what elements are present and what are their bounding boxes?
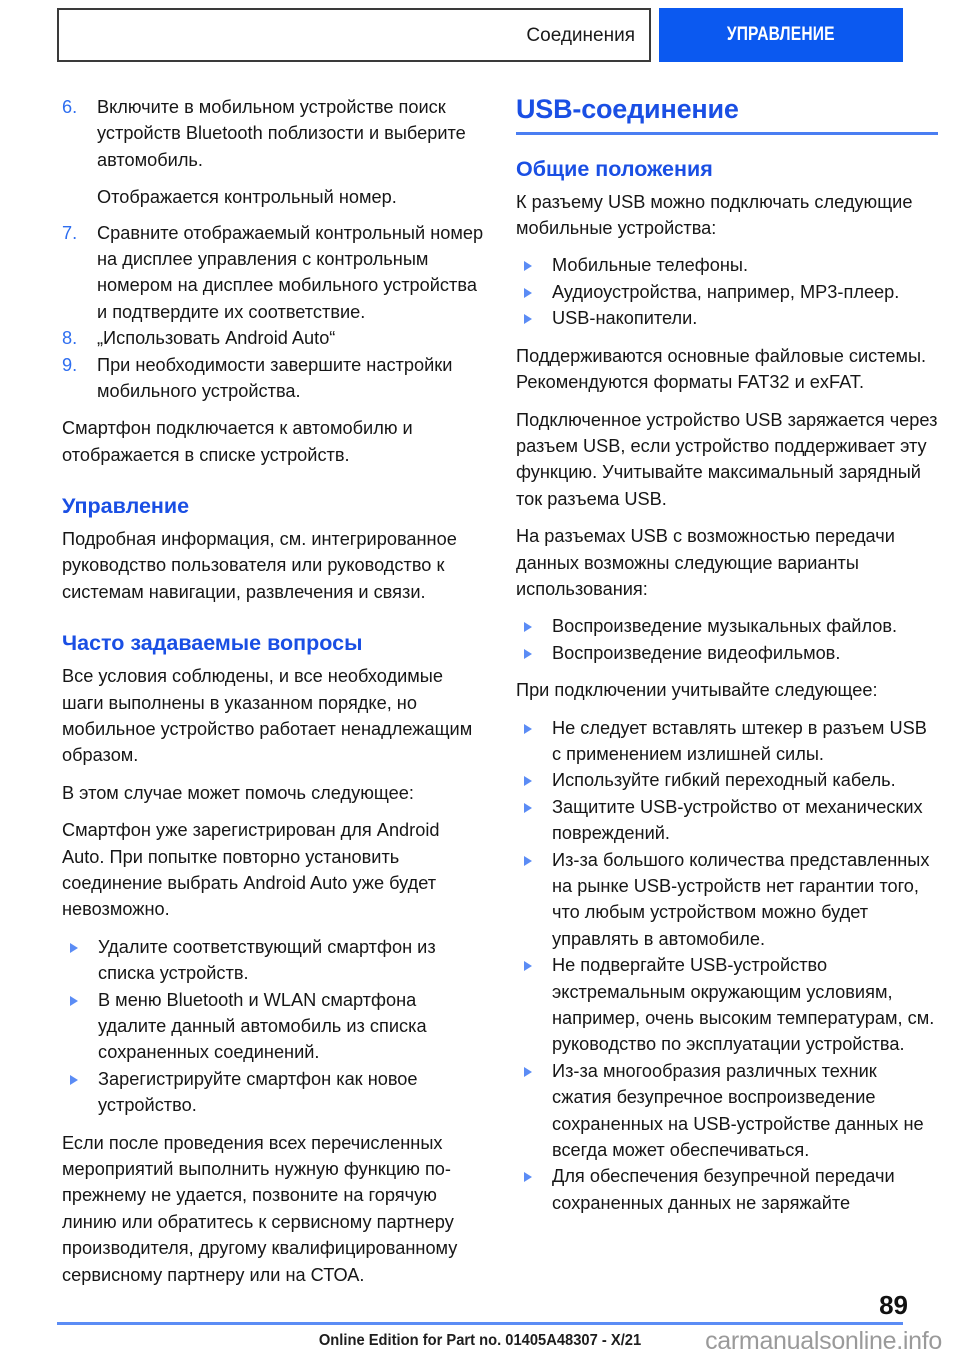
triangle-bullet-icon	[524, 856, 532, 866]
bullet-text: Удалите соответствующий смартфон из списка устройств.	[98, 936, 436, 984]
list-item	[516, 767, 938, 793]
list-item	[516, 715, 938, 768]
supported-devices-list	[516, 252, 938, 331]
bullet-text: Из-за многообразия различных техник сжатия безупречное воспроизведение сохраненных на USB-устройстве данных не всегда может обеспечиваться.	[552, 1060, 924, 1161]
step-text: „Использовать Android Auto“	[97, 328, 336, 349]
triangle-bullet-icon	[524, 261, 532, 271]
footer-rule	[57, 1322, 903, 1325]
bullet-text: Защитите USB-устройство от механических повреждений.	[552, 796, 923, 844]
list-item	[516, 613, 938, 639]
page-body	[0, 94, 960, 1288]
list-item	[62, 352, 484, 405]
section-tab-management	[659, 8, 903, 62]
triangle-bullet-icon	[524, 1067, 532, 1077]
triangle-bullet-icon	[524, 803, 532, 813]
list-item	[62, 220, 484, 326]
list-item	[62, 94, 484, 173]
faq-bullet-list	[62, 934, 484, 1119]
list-item	[62, 1066, 484, 1119]
heading-faq: Часто задаваемые вопросы	[62, 631, 363, 656]
triangle-bullet-icon	[524, 961, 532, 971]
heading-upravlenie: Управление	[62, 494, 190, 519]
triangle-bullet-icon	[524, 622, 532, 632]
after-steps-paragraph: Смартфон подключается к автомобилю и отображается в списке устройств.	[62, 418, 413, 465]
title-rule	[516, 132, 938, 135]
list-item	[516, 1058, 938, 1164]
page-header	[57, 8, 903, 62]
faq-paragraph-3: Смартфон уже зарегистрирован для Android Auto. При попытке повторно установить соединение выбрать Android Auto уже будет невозможно.	[62, 820, 440, 920]
bullet-text: USB-накопители.	[552, 308, 698, 329]
left-column	[62, 94, 484, 1288]
general-paragraph-4: На разъемах USB с возможностью передачи данных возможны следующие варианты использования:	[516, 526, 895, 599]
bullet-text: Воспроизведение музыкальных файлов.	[552, 616, 898, 637]
step-number: 7.	[62, 222, 78, 243]
list-item	[516, 279, 938, 305]
bullet-text: Мобильные телефоны.	[552, 255, 749, 276]
triangle-bullet-icon	[70, 1075, 78, 1085]
step-text: При необходимости завершите настройки мобильного устройства.	[97, 354, 453, 402]
bullet-text: Используйте гибкий переходный кабель.	[552, 770, 896, 791]
triangle-bullet-icon	[524, 314, 532, 324]
breadcrumb	[57, 8, 651, 62]
list-item	[516, 640, 938, 666]
bullet-text: Не следует вставлять штекер в разъем USB с применением излишней силы.	[552, 717, 927, 764]
heading-general: Общие положения	[516, 156, 713, 181]
general-paragraph-5: При подключении учитывайте следующее:	[516, 680, 878, 701]
general-paragraph-1: К разъему USB можно подключать следующие мобильные устройства:	[516, 191, 913, 239]
usage-options-list	[516, 613, 938, 666]
page-title: USB-соединение	[516, 94, 739, 124]
list-item	[516, 1163, 938, 1216]
faq-paragraph-2: В этом случае может помочь следующее:	[62, 782, 414, 803]
triangle-bullet-icon	[70, 996, 78, 1006]
connection-notes-list	[516, 715, 938, 1217]
step-text: Сравните отображаемый контрольный номер на дисплее управления с контрольным номером на дисплее мобильного устройства и подтвердите их соответствие.	[97, 222, 484, 322]
right-column	[516, 94, 938, 1288]
triangle-bullet-icon	[524, 776, 532, 786]
bullet-text: Аудиоустройства, например, MP3-плеер.	[552, 281, 900, 302]
setup-steps-list-cont	[62, 220, 484, 405]
list-item	[516, 794, 938, 847]
section-tab-label: УПРАВЛЕНИЕ	[727, 24, 835, 45]
list-item	[516, 952, 938, 1058]
step6-result: Отображается контрольный номер.	[97, 187, 397, 208]
triangle-bullet-icon	[524, 1172, 532, 1182]
bullet-text: Зарегистрируйте смартфон как новое устройство.	[98, 1068, 418, 1116]
breadcrumb-label: Соединения	[526, 24, 635, 46]
list-item	[62, 325, 484, 351]
general-paragraph-2: Поддерживаются основные файловые системы. Рекомендуются форматы FAT32 и exFAT.	[516, 345, 927, 393]
header-spacer	[651, 8, 659, 62]
list-item	[62, 934, 484, 987]
triangle-bullet-icon	[524, 724, 532, 734]
page-number: 89	[879, 1290, 908, 1320]
footer-edition-text: Online Edition for Part no. 01405A48307 - X/21	[318, 1332, 642, 1349]
bullet-text: Не подвергайте USB-устройство экстремальным окружающим условиям, например, очень высоким температурам, см. руководство по эксплуатации устройства.	[552, 955, 935, 1055]
step-number: 6.	[62, 97, 78, 117]
list-item	[516, 847, 938, 953]
general-paragraph-3: Подключенное устройство USB заряжается через разъем USB, если устройство поддерживает эту функцию. Учитывайте максимальный зарядный ток разъема USB.	[516, 409, 938, 509]
bullet-text: В меню Bluetooth и WLAN смартфона удалите данный автомобиль из списка сохраненных соединений.	[98, 989, 427, 1063]
faq-paragraph-4: Если после проведения всех перечисленных мероприятий выполнить нужную функцию по-прежнему не удается, позвоните на горячую линию или обратитесь к сервисному партнеру производителя, другому квалифицированному сервисному партнеру или на СТОА.	[62, 1132, 458, 1285]
bullet-text: Воспроизведение видеофильмов.	[552, 642, 841, 663]
step-number: 9.	[62, 354, 78, 375]
bullet-text: Для обеспечения безупречной передачи сохраненных данных не заряжайте	[552, 1166, 895, 1213]
watermark: carmanualsonline.info	[705, 1327, 942, 1355]
setup-steps-list	[62, 94, 484, 173]
list-item	[516, 252, 938, 278]
step-text: Включите в мобильном устройстве поиск устройств Bluetooth поблизости и выберите автомобиль.	[97, 97, 466, 170]
list-item	[62, 987, 484, 1066]
step-number: 8.	[62, 328, 78, 349]
triangle-bullet-icon	[524, 288, 532, 298]
list-item	[516, 305, 938, 331]
faq-paragraph-1: Все условия соблюдены, и все необходимые шаги выполнены в указанном порядке, но мобильное устройство работает ненадлежащим образом.	[62, 666, 473, 766]
bullet-text: Из-за большого количества представленных на рынке USB-устройств нет гарантии того, что любым устройством можно будет управлять в автомобиле.	[552, 849, 930, 949]
triangle-bullet-icon	[70, 943, 78, 953]
spacer	[62, 211, 484, 220]
upravlenie-paragraph: Подробная информация, см. интегрированное руководство пользователя или руководство к системам навигации, развлечения и связи.	[62, 529, 457, 602]
triangle-bullet-icon	[524, 649, 532, 659]
